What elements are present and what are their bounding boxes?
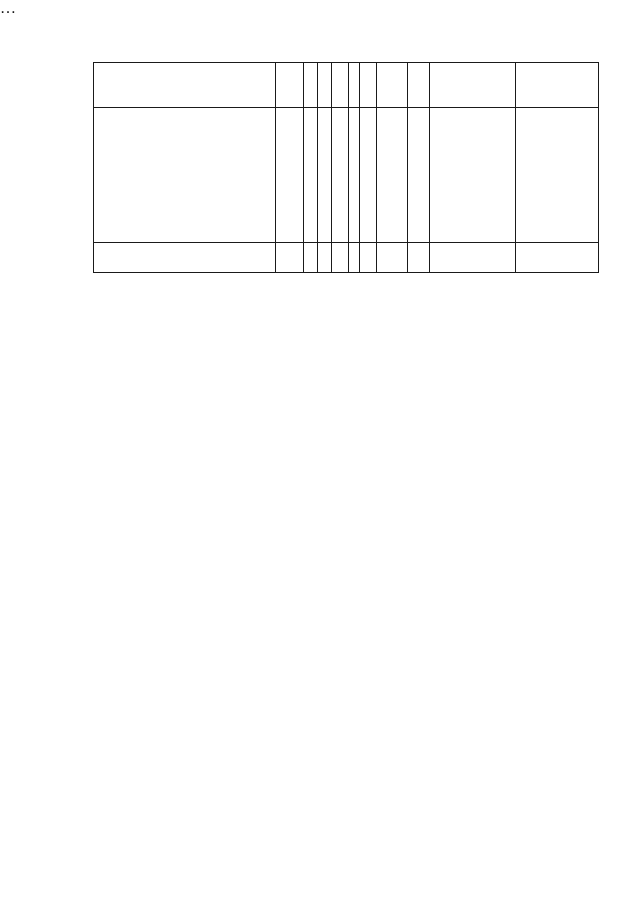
expense-type-code: [408, 63, 430, 108]
expense-name: [94, 63, 276, 108]
table-row: [94, 63, 599, 108]
direction-code: [377, 108, 408, 243]
program-code: [332, 63, 349, 108]
section-code: [304, 108, 318, 243]
main-event-code: [360, 63, 377, 108]
section-code: [304, 243, 318, 273]
subprogram-code: [349, 108, 360, 243]
table-row: [94, 108, 599, 243]
amount-year-1: [430, 63, 516, 108]
subsection-code: [318, 108, 332, 243]
direction-code: [377, 63, 408, 108]
expense-name: [94, 108, 276, 243]
subsection-code: [318, 63, 332, 108]
amount-year-2: [516, 243, 599, 273]
ministry-code: [276, 63, 304, 108]
main-event-code: [360, 108, 377, 243]
expense-type-code: [408, 108, 430, 243]
subprogram-code: [349, 63, 360, 108]
table-row: [94, 273, 599, 333]
expense-type-code: [408, 243, 430, 273]
subsection-code: [318, 243, 332, 273]
direction-code: [377, 243, 408, 273]
expense-name: [94, 243, 276, 273]
subprogram-code: [349, 243, 360, 273]
table-row: [94, 243, 599, 273]
main-event-code: [360, 243, 377, 273]
amount-year-2: [516, 108, 599, 243]
program-code: [332, 108, 349, 243]
ministry-code: [276, 243, 304, 273]
section-code: [304, 63, 318, 108]
budget-table: [93, 62, 599, 333]
amount-year-1: [430, 243, 516, 273]
ministry-code: [276, 108, 304, 243]
program-code: [332, 243, 349, 273]
amount-year-2: [516, 63, 599, 108]
amount-year-1: [430, 108, 516, 243]
